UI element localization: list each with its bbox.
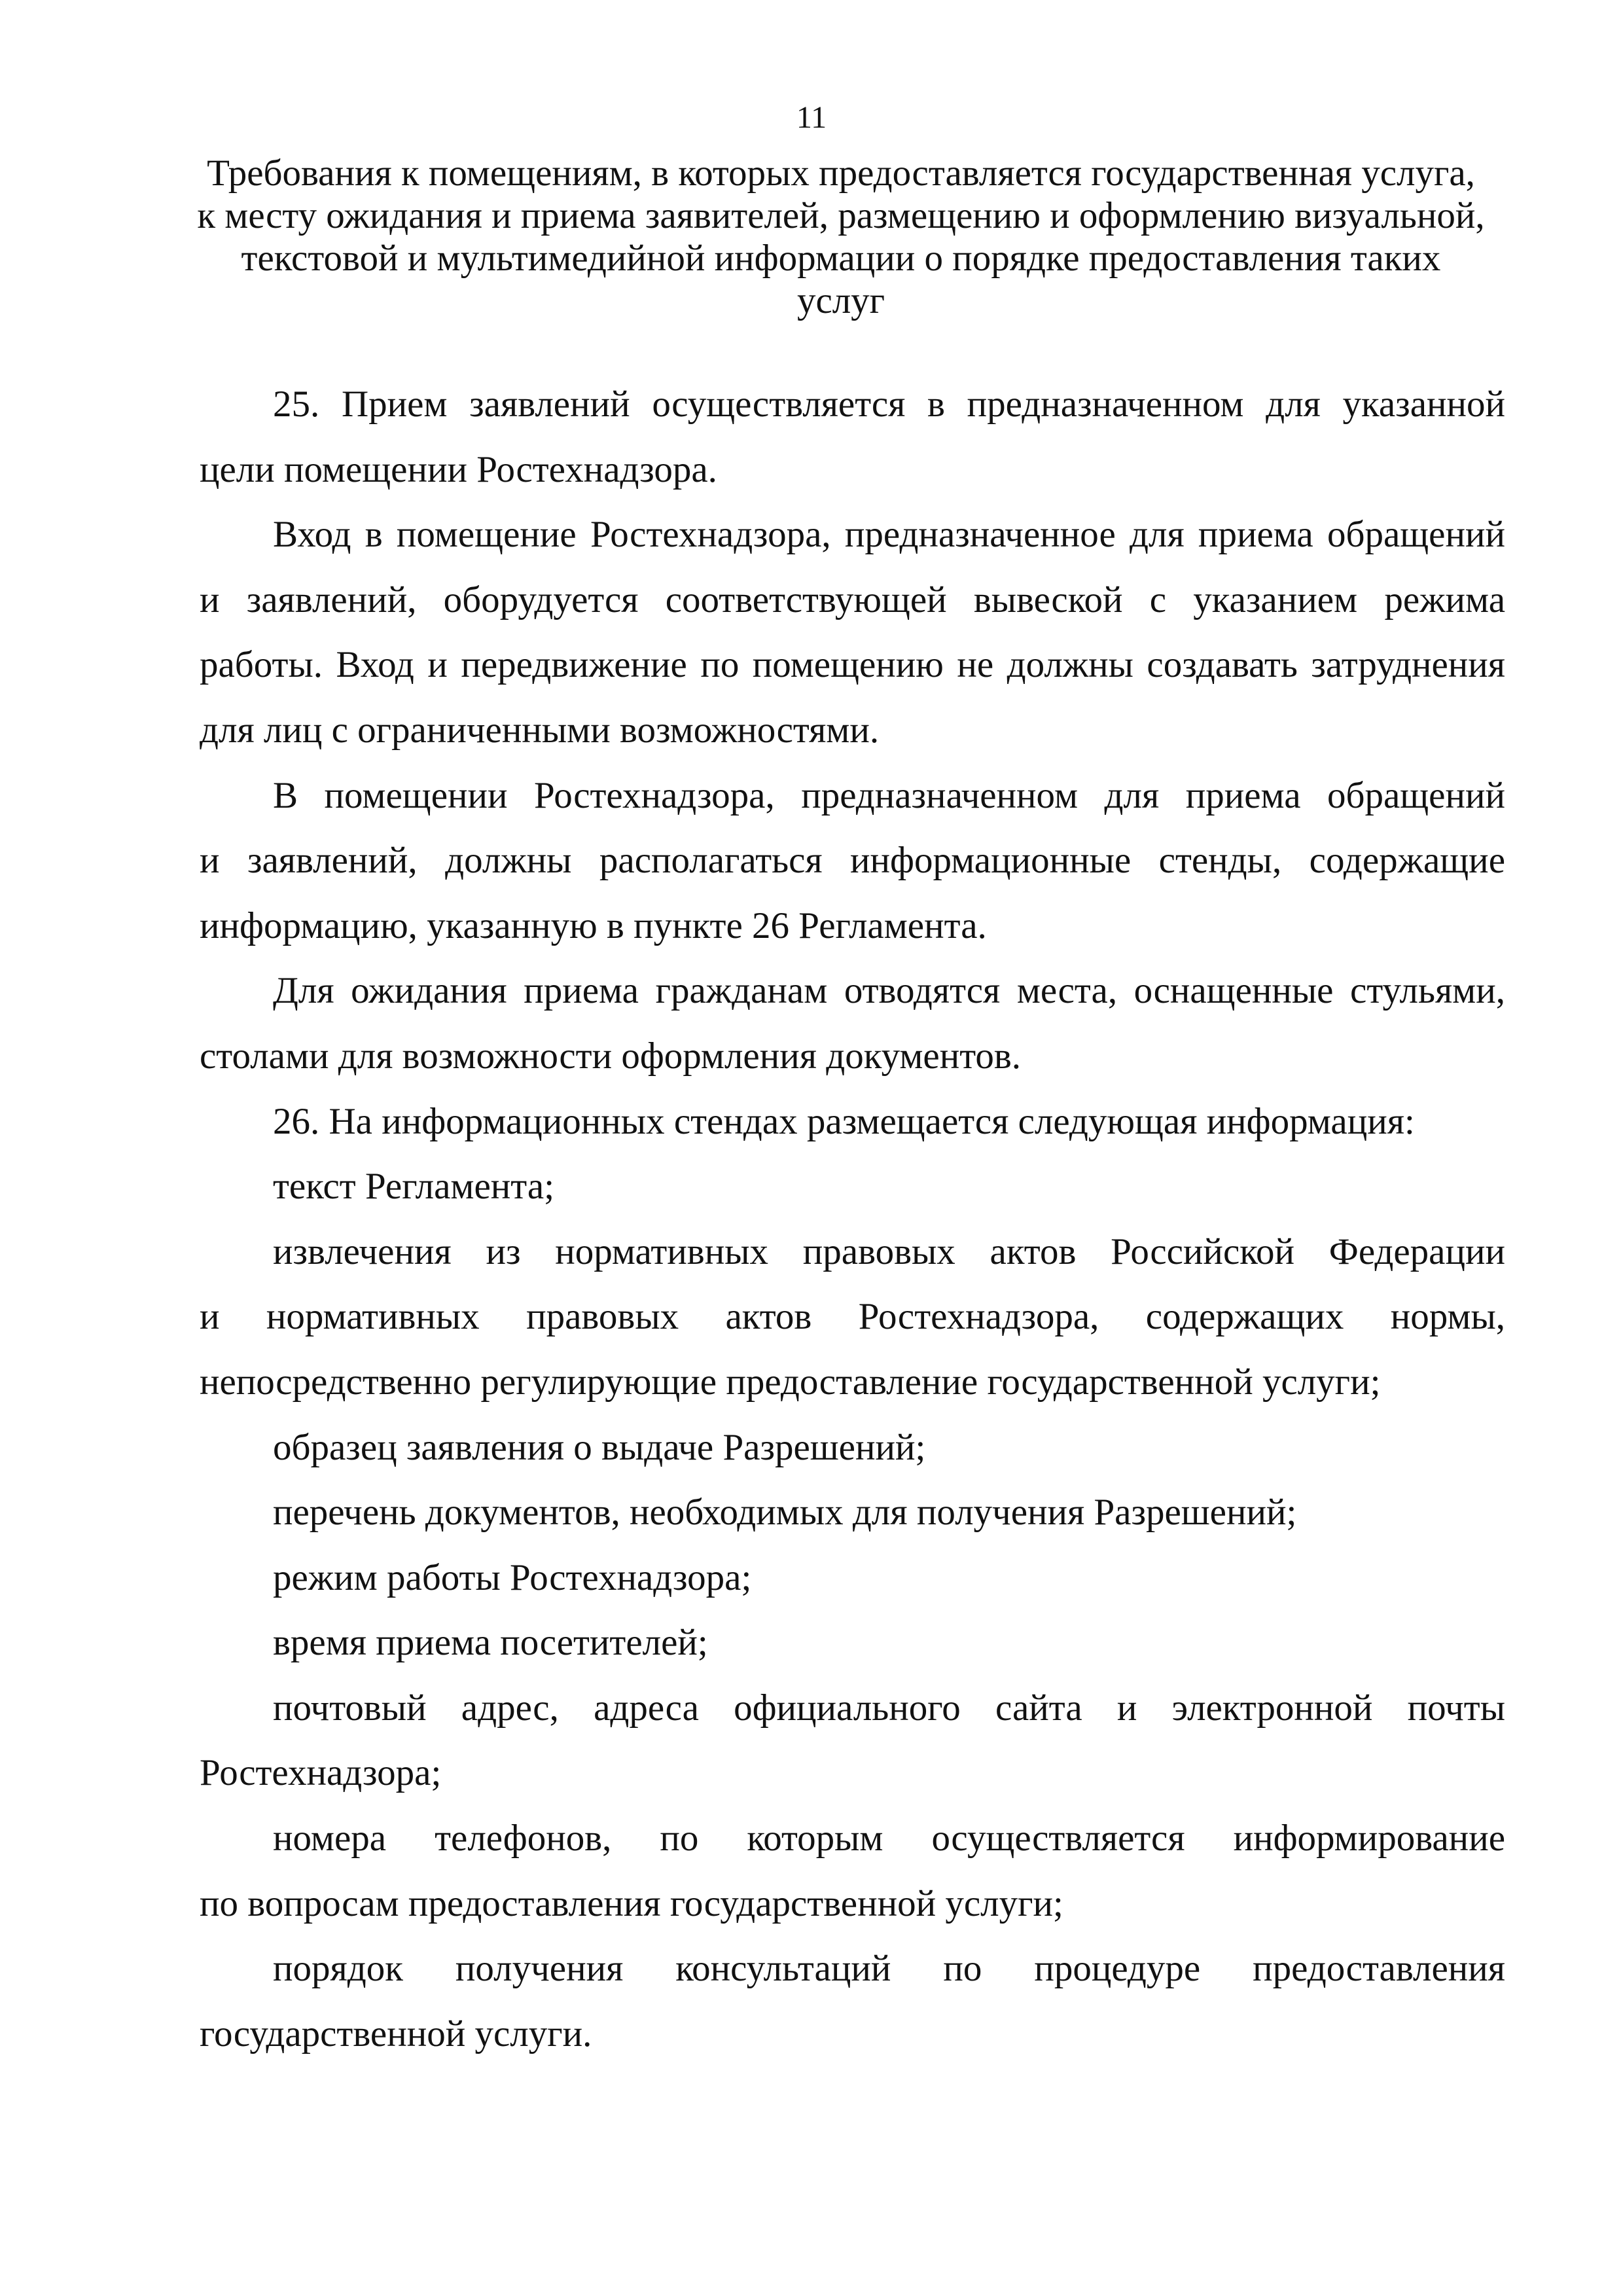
list-item: Ростехнадзора; xyxy=(200,1752,442,1794)
paragraph-line: и заявлений, оборудуется соответствующей вывеской с указанием режима xyxy=(200,579,1505,620)
list-item: режим работы Ростехнадзора; xyxy=(273,1556,752,1598)
heading-line-1: Требования к помещениям, в которых предоставляется государственная услуга, xyxy=(207,152,1475,194)
paragraph-line: 25. Прием заявлений осуществляется в предназначенном для указанной xyxy=(273,384,1505,425)
list-item-address xyxy=(200,1676,1505,1806)
paragraph-26 xyxy=(200,1089,1505,1155)
paragraph-line: для лиц с ограниченными возможностями. xyxy=(200,709,880,751)
section-heading xyxy=(190,152,1492,322)
list-item-doc-list xyxy=(200,1480,1505,1545)
paragraph-line: информацию, указанную в пункте 26 Регламента. xyxy=(200,905,987,946)
paragraph-stands xyxy=(200,763,1505,959)
list-item-consultation xyxy=(200,1936,1505,2066)
paragraph-line: столами для возможности оформления документов. xyxy=(200,1035,1022,1077)
paragraph-line: цели помещении Ростехнадзора. xyxy=(200,448,717,490)
list-item: текст Регламента; xyxy=(273,1166,555,1208)
list-item: номера телефонов, по которым осуществляется информирование xyxy=(273,1818,1505,1859)
paragraph-waiting xyxy=(200,958,1505,1088)
paragraph-line: В помещении Ростехнадзора, предназначенном для приема обращений xyxy=(273,774,1505,816)
list-item: извлечения из нормативных правовых актов Российской Федерации xyxy=(273,1230,1505,1272)
list-item: непосредственно регулирующие предоставление государственной услуги; xyxy=(200,1361,1381,1403)
list-item: образец заявления о выдаче Разрешений; xyxy=(273,1426,926,1468)
list-item: государственной услуги. xyxy=(200,2013,592,2054)
list-item: почтовый адрес, адреса официального сайта и электронной почты xyxy=(273,1687,1505,1729)
list-item-phones xyxy=(200,1806,1505,1936)
list-item-sample xyxy=(200,1415,1505,1480)
list-item: время приема посетителей; xyxy=(273,1622,708,1664)
list-item: по вопросам предоставления государственной услуги; xyxy=(200,1882,1063,1924)
heading-line-2: к месту ожидания и приема заявителей, размещению и оформлению визуальной, xyxy=(197,195,1485,236)
heading-line-3: текстовой и мультимедийной информации о порядке предоставления таких xyxy=(241,238,1441,279)
paragraph-25 xyxy=(200,372,1505,502)
list-item-work-mode xyxy=(200,1545,1505,1611)
document-body xyxy=(200,372,1505,2066)
page-number: 11 xyxy=(796,100,827,135)
paragraph-line: 26. На информационных стендах размещается следующая информация: xyxy=(273,1100,1415,1142)
list-item: порядок получения консультаций по процедуре предоставления xyxy=(273,1948,1505,1990)
paragraph-line: Для ожидания приема гражданам отводятся места, оснащенные стульями, xyxy=(273,970,1505,1012)
paragraph-line: Вход в помещение Ростехнадзора, предназначенное для приема обращений xyxy=(273,514,1505,556)
list-item: и нормативных правовых актов Ростехнадзора, содержащих нормы, xyxy=(200,1296,1505,1338)
list-item: перечень документов, необходимых для получения Разрешений; xyxy=(273,1492,1297,1534)
paragraph-entrance xyxy=(200,502,1505,762)
paragraph-line: и заявлений, должны располагаться информационные стенды, содержащие xyxy=(200,840,1505,882)
list-item-regulation-text xyxy=(200,1154,1505,1219)
list-item-visit-time xyxy=(200,1610,1505,1676)
paragraph-line: работы. Вход и передвижение по помещению не должны создавать затруднения xyxy=(200,644,1505,686)
heading-line-4: услуг xyxy=(796,280,885,321)
list-item-extracts xyxy=(200,1219,1505,1415)
